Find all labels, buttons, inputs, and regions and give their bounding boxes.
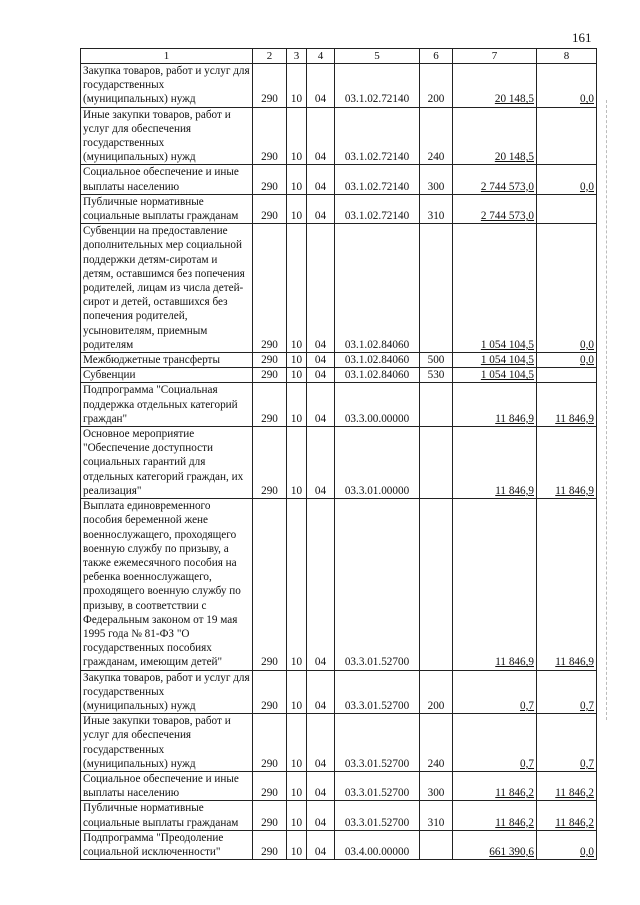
target-article-cell: 03.4.00.00000 — [335, 830, 420, 859]
amount-cell: 1 054 104,5 — [453, 353, 537, 368]
amount-cell: 1 054 104,5 — [453, 368, 537, 383]
amount-cell: 20 148,5 — [453, 107, 537, 165]
table-row — [81, 771, 597, 800]
section-cell: 10 — [287, 830, 307, 859]
table-row — [81, 714, 597, 772]
table-row — [81, 801, 597, 830]
expense-type-cell — [420, 224, 453, 353]
row-name-cell: Иные закупки товаров, работ и услуг для обеспечения государственных (муниципальных) нужд — [81, 714, 253, 772]
target-article-cell: 03.1.02.72140 — [335, 194, 420, 223]
expense-type-cell: 200 — [420, 64, 453, 108]
expense-type-cell: 200 — [420, 670, 453, 714]
table-row — [81, 165, 597, 194]
column-header: 4 — [307, 49, 335, 64]
row-name-cell: Субвенции на предоставление дополнительных мер социальной поддержки детям-сиротам и детям, оставшимся без попечения родителей, лицам из числа детей-сирот и детей, оставшихся без попечения родителей, усыновителям, приемным родителям — [81, 224, 253, 353]
amount-cell: 11 846,2 — [453, 801, 537, 830]
row-name-cell: Выплата единовременного пособия беременной жене военнослужащего, проходящего военную службу по призыву, а также ежемесячного пособия на ребенка военнослужащего, проходящего военную службу по призыву, в соответствии с Федеральным законом от 19 мая 1995 года № 81-ФЗ "О государственных пособиях гражданам, имеющим детей" — [81, 499, 253, 670]
subsection-cell: 04 — [307, 165, 335, 194]
subsection-cell: 04 — [307, 353, 335, 368]
code-cell: 290 — [253, 353, 287, 368]
amount-cell-2: 0,0 — [537, 353, 597, 368]
table-row — [81, 224, 597, 353]
column-header: 6 — [420, 49, 453, 64]
row-name-cell: Публичные нормативные социальные выплаты гражданам — [81, 194, 253, 223]
row-name-cell: Социальное обеспечение и иные выплаты населению — [81, 771, 253, 800]
section-cell: 10 — [287, 107, 307, 165]
expense-type-cell: 310 — [420, 801, 453, 830]
section-cell: 10 — [287, 64, 307, 108]
amount-cell-2: 11 846,2 — [537, 771, 597, 800]
code-cell: 290 — [253, 801, 287, 830]
budget-table — [80, 48, 597, 860]
amount-cell: 2 744 573,0 — [453, 165, 537, 194]
amount-cell: 11 846,9 — [453, 383, 537, 427]
column-header: 7 — [453, 49, 537, 64]
code-cell: 290 — [253, 771, 287, 800]
section-cell: 10 — [287, 499, 307, 670]
row-name-cell: Субвенции — [81, 368, 253, 383]
amount-cell-2: 0,0 — [537, 165, 597, 194]
row-name-cell: Закупка товаров, работ и услуг для государственных (муниципальных) нужд — [81, 64, 253, 108]
code-cell: 290 — [253, 499, 287, 670]
code-cell: 290 — [253, 368, 287, 383]
column-header: 1 — [81, 49, 253, 64]
subsection-cell: 04 — [307, 714, 335, 772]
amount-cell: 2 744 573,0 — [453, 194, 537, 223]
target-article-cell: 03.3.01.52700 — [335, 499, 420, 670]
amount-cell-2 — [537, 368, 597, 383]
subsection-cell: 04 — [307, 64, 335, 108]
section-cell: 10 — [287, 714, 307, 772]
row-name-cell: Основное мероприятие "Обеспечение доступности социальных гарантий для отдельных категорий граждан, их реализация" — [81, 427, 253, 499]
section-cell: 10 — [287, 224, 307, 353]
subsection-cell: 04 — [307, 368, 335, 383]
row-name-cell: Закупка товаров, работ и услуг для государственных (муниципальных) нужд — [81, 670, 253, 714]
amount-cell-2: 11 846,9 — [537, 383, 597, 427]
subsection-cell: 04 — [307, 107, 335, 165]
subsection-cell: 04 — [307, 383, 335, 427]
subsection-cell: 04 — [307, 801, 335, 830]
target-article-cell: 03.1.02.72140 — [335, 107, 420, 165]
row-name-cell: Иные закупки товаров, работ и услуг для обеспечения государственных (муниципальных) нужд — [81, 107, 253, 165]
subsection-cell: 04 — [307, 499, 335, 670]
table-row — [81, 353, 597, 368]
row-name-cell: Межбюджетные трансферты — [81, 353, 253, 368]
column-header: 3 — [287, 49, 307, 64]
table-body — [81, 64, 597, 860]
section-cell: 10 — [287, 670, 307, 714]
expense-type-cell: 530 — [420, 368, 453, 383]
code-cell: 290 — [253, 107, 287, 165]
expense-type-cell — [420, 499, 453, 670]
amount-cell-2: 0,0 — [537, 224, 597, 353]
amount-cell: 20 148,5 — [453, 64, 537, 108]
section-cell: 10 — [287, 427, 307, 499]
amount-cell-2: 11 846,9 — [537, 499, 597, 670]
table-row — [81, 830, 597, 859]
row-name-cell: Подпрограмма "Социальная поддержка отдельных категорий граждан" — [81, 383, 253, 427]
target-article-cell: 03.3.01.00000 — [335, 427, 420, 499]
amount-cell-2: 11 846,2 — [537, 801, 597, 830]
column-header: 5 — [335, 49, 420, 64]
code-cell: 290 — [253, 165, 287, 194]
target-article-cell: 03.3.00.00000 — [335, 383, 420, 427]
table-row — [81, 383, 597, 427]
section-cell: 10 — [287, 165, 307, 194]
section-cell: 10 — [287, 801, 307, 830]
target-article-cell: 03.1.02.72140 — [335, 64, 420, 108]
page-number: 161 — [572, 30, 592, 45]
target-article-cell: 03.1.02.84060 — [335, 353, 420, 368]
target-article-cell: 03.3.01.52700 — [335, 670, 420, 714]
amount-cell-2 — [537, 107, 597, 165]
subsection-cell: 04 — [307, 670, 335, 714]
table-row — [81, 368, 597, 383]
target-article-cell: 03.1.02.84060 — [335, 368, 420, 383]
target-article-cell: 03.1.02.84060 — [335, 224, 420, 353]
section-cell: 10 — [287, 194, 307, 223]
amount-cell: 11 846,2 — [453, 771, 537, 800]
table-row — [81, 64, 597, 108]
table-row — [81, 427, 597, 499]
target-article-cell: 03.1.02.72140 — [335, 165, 420, 194]
expense-type-cell: 300 — [420, 165, 453, 194]
amount-cell-2: 11 846,9 — [537, 427, 597, 499]
amount-cell: 11 846,9 — [453, 499, 537, 670]
expense-type-cell: 240 — [420, 714, 453, 772]
code-cell: 290 — [253, 830, 287, 859]
amount-cell: 1 054 104,5 — [453, 224, 537, 353]
row-name-cell: Публичные нормативные социальные выплаты гражданам — [81, 801, 253, 830]
target-article-cell: 03.3.01.52700 — [335, 771, 420, 800]
section-cell: 10 — [287, 368, 307, 383]
target-article-cell: 03.3.01.52700 — [335, 714, 420, 772]
amount-cell-2: 0,7 — [537, 714, 597, 772]
header-row — [81, 49, 597, 64]
expense-type-cell — [420, 383, 453, 427]
subsection-cell: 04 — [307, 830, 335, 859]
expense-type-cell: 240 — [420, 107, 453, 165]
target-article-cell: 03.3.01.52700 — [335, 801, 420, 830]
expense-type-cell: 500 — [420, 353, 453, 368]
code-cell: 290 — [253, 194, 287, 223]
expense-type-cell: 300 — [420, 771, 453, 800]
amount-cell-2 — [537, 194, 597, 223]
amount-cell: 661 390,6 — [453, 830, 537, 859]
table-row — [81, 107, 597, 165]
table-row — [81, 670, 597, 714]
code-cell: 290 — [253, 427, 287, 499]
section-cell: 10 — [287, 771, 307, 800]
amount-cell-2: 0,7 — [537, 670, 597, 714]
scan-edge-line — [606, 100, 607, 720]
expense-type-cell — [420, 427, 453, 499]
section-cell: 10 — [287, 353, 307, 368]
expense-type-cell: 310 — [420, 194, 453, 223]
subsection-cell: 04 — [307, 427, 335, 499]
column-header: 8 — [537, 49, 597, 64]
code-cell: 290 — [253, 383, 287, 427]
code-cell: 290 — [253, 64, 287, 108]
amount-cell: 0,7 — [453, 670, 537, 714]
amount-cell: 11 846,9 — [453, 427, 537, 499]
amount-cell-2: 0,0 — [537, 64, 597, 108]
code-cell: 290 — [253, 714, 287, 772]
table-row — [81, 194, 597, 223]
amount-cell: 0,7 — [453, 714, 537, 772]
column-header: 2 — [253, 49, 287, 64]
amount-cell-2: 0,0 — [537, 830, 597, 859]
subsection-cell: 04 — [307, 224, 335, 353]
subsection-cell: 04 — [307, 771, 335, 800]
table-row — [81, 499, 597, 670]
row-name-cell: Подпрограмма "Преодоление социальной исключенности" — [81, 830, 253, 859]
row-name-cell: Социальное обеспечение и иные выплаты населению — [81, 165, 253, 194]
expense-type-cell — [420, 830, 453, 859]
code-cell: 290 — [253, 670, 287, 714]
subsection-cell: 04 — [307, 194, 335, 223]
code-cell: 290 — [253, 224, 287, 353]
section-cell: 10 — [287, 383, 307, 427]
